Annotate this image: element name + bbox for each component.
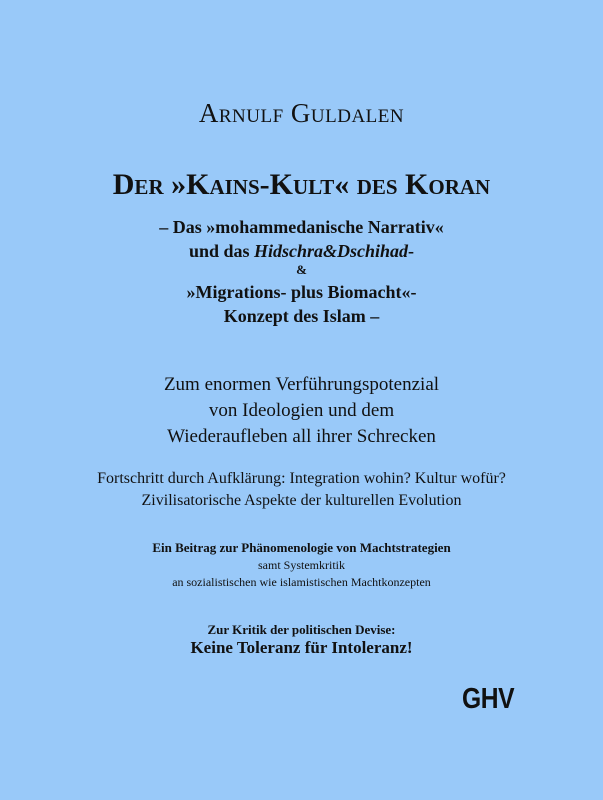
topic-line-2: Zivilisatorische Aspekte der kulturellen Evolution bbox=[141, 492, 462, 509]
subtitle-line-5: Konzept des Islam – bbox=[223, 306, 380, 326]
subtitle-line-2-italic: Hidschra&Dschihad bbox=[254, 241, 409, 261]
publisher-logo: GHV bbox=[462, 683, 515, 715]
subtitle-line-2 bbox=[0, 240, 603, 262]
subtitle-line-2-prefix: und das bbox=[188, 241, 255, 261]
subtitle-line-2-suffix: - bbox=[408, 241, 415, 261]
critique-heading: Zur Kritik der politischen Devise: bbox=[207, 622, 396, 637]
subtitle-line-1: – Das »mohammedanische Narrativ« bbox=[159, 217, 444, 237]
contribution-line-1: samt Systemkritik bbox=[258, 558, 345, 572]
author-name: Arnulf Guldalen bbox=[198, 98, 405, 128]
topic-line-1: Fortschritt durch Aufklärung: Integration wohin? Kultur wofür? bbox=[97, 470, 506, 487]
subtitle-ampersand: & bbox=[296, 262, 307, 277]
lead-line-1: Zum enormen Verführungspotenzial bbox=[163, 374, 440, 395]
motto: Keine Toleranz für Intoleranz! bbox=[190, 638, 413, 657]
contribution-line-2: an sozialistischen wie islamistischen Machtkonzepten bbox=[172, 575, 431, 589]
book-title: Der »Kains-Kult« des Koran bbox=[112, 168, 491, 201]
subtitle-line-4: »Migrations- plus Biomacht«- bbox=[186, 282, 417, 302]
lead-line-2: von Ideologien und dem bbox=[208, 400, 395, 421]
contribution-heading: Ein Beitrag zur Phänomenologie von Machtstrategien bbox=[152, 540, 451, 555]
lead-line-3: Wiederaufleben all ihrer Schrecken bbox=[167, 426, 436, 447]
